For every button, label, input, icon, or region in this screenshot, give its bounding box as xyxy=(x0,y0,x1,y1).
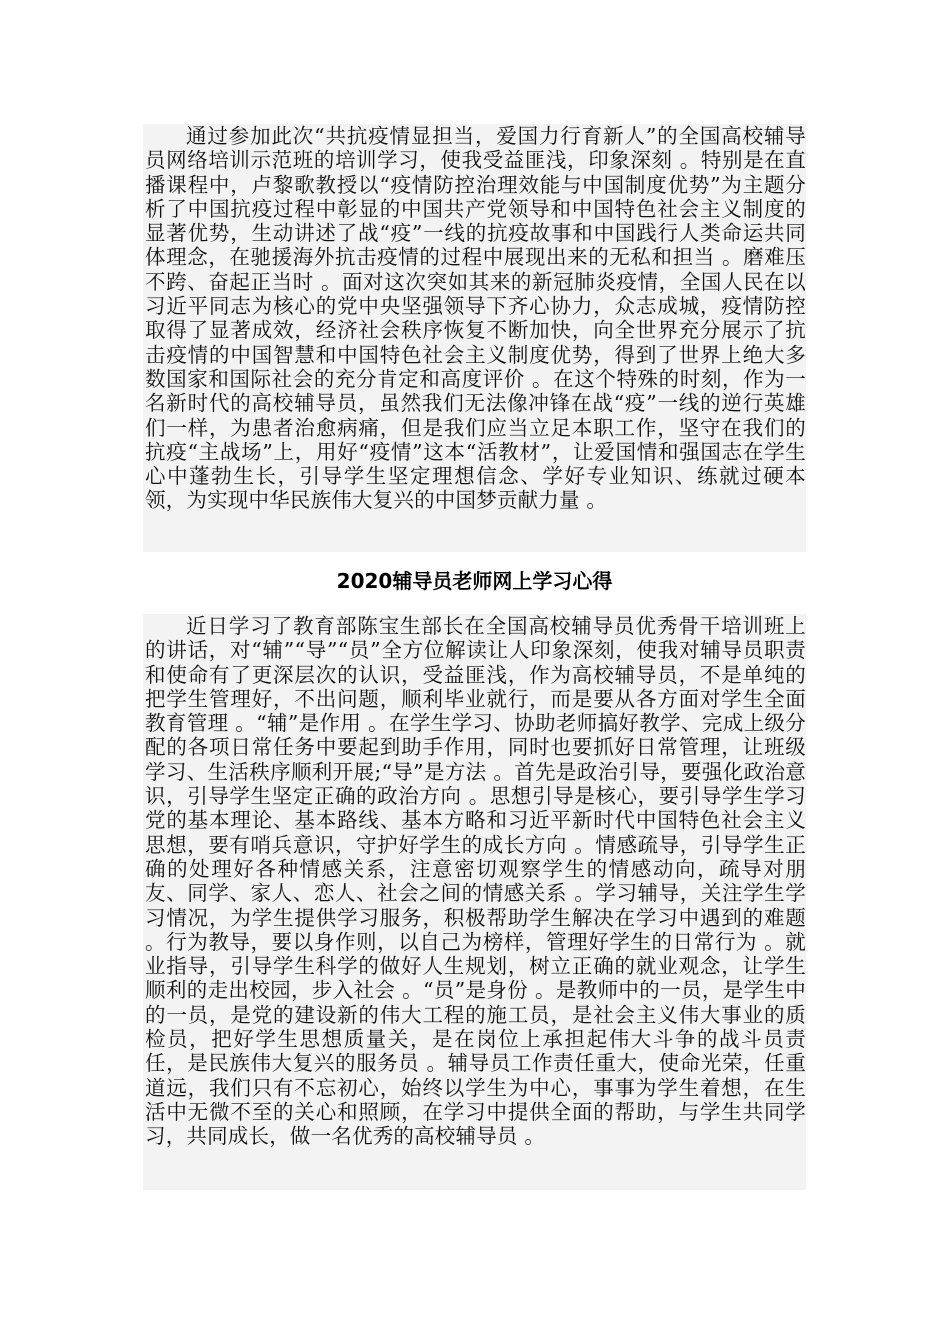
text-block-1 xyxy=(143,124,806,552)
paragraph-2: 近日学习了教育部陈宝生部长在全国高校辅导员优秀骨干培训班上的讲话，对“辅”“导”“员”全方位解读让人印象深刻，使我对辅导员职责和使命有了更深层次的认识，受益匪浅，作为高校辅导员，不是单纯的把学生管理好，不出问题，顺利毕业就行，而是要从各方面对学生全面教育管理 。“辅”是作用 。在学生学习、协助老师搞好教学、完成上级分配的各项日常任务中要起到助手作用，同时也要抓好日常管理，让班级学习、生活秩序顺利开展;“导”是方法 。首先是政治引导，要强化政治意识，引导学生坚定正确的政治方向 。思想引导是核心，要引导学生学习党的基本理论、基本路线、基本方略和习近平新时代中国特色社会主义思想，要有哨兵意识，守护好学生的成长方向 。情感疏导，引导学生正确的处理好各种情感关系，注意密切观察学生的情感动向，疏导对朋友、同学、家人、恋人、社会之间的情感关系 。学习辅导，关注学生学习情况，为学生提供学习服务，积极帮助学生解决在学习中遇到的难题 。行为教导，要以身作则，以自己为榜样，管理好学生的日常行为 。就业指导，引导学生科学的做好人生规划，树立正确的就业观念，让学生顺利的走出校园，步入社会 。“员”是身份 。是教师中的一员，是学生中的一员，是党的建设新的伟大工程的施工员，是社会主义伟大事业的质检员，把好学生思想质量关，是在岗位上承担起伟大斗争的战斗员责任，是民族伟大复兴的服务员 。辅导员工作责任重大，使命光荣，任重道远，我们只有不忘初心，始终以学生为中心，事事为学生着想，在生活中无微不至的关心和照顾，在学习中提供全面的帮助，与学生共同学习，共同成长，做一名优秀的高校辅导员 。 xyxy=(145,614,806,1149)
text-block-2 xyxy=(143,614,806,1190)
section-heading: 2020辅导员老师网上学习心得 xyxy=(336,569,613,593)
paragraph-1: 通过参加此次“共抗疫情显担当，爱国力行育新人”的全国高校辅导员网络培训示范班的培训学习，使我受益匪浅，印象深刻 。特别是在直播课程中，卢黎歌教授以“疫情防控治理效能与中国制度优势”为主题分析了中国抗疫过程中彰显的中国共产党领导和中国特色社会主义制度的显著优势，生动讲述了战“疫”一线的抗疫故事和中国践行人类命运共同体理念，在驰援海外抗击疫情的过程中展现出来的无私和担当 。磨难压不跨、奋起正当时 。面对这次突如其来的新冠肺炎疫情，全国人民在以习近平同志为核心的党中央坚强领导下齐心协力，众志成城，疫情防控取得了显著成效，经济社会秩序恢复不断加快，向全世界充分展示了抗击疫情的中国智慧和中国特色社会主义制度优势，得到了世界上绝大多数国家和国际社会的充分肯定和高度评价 。在这个特殊的时刻，作为一名新时代的高校辅导员，虽然我们无法像冲锋在战“疫”一线的逆行英雄们一样，为患者治愈病痛，但是我们应当立足本职工作，坚守在我们的抗疫“主战场”上，用好“疫情”这本“活教材”，让爱国情和强国志在学生心中蓬勃生长，引导学生坚定理想信念、学好专业知识、练就过硬本领，为实现中华民族伟大复兴的中国梦贡献力量 。 xyxy=(145,124,806,513)
